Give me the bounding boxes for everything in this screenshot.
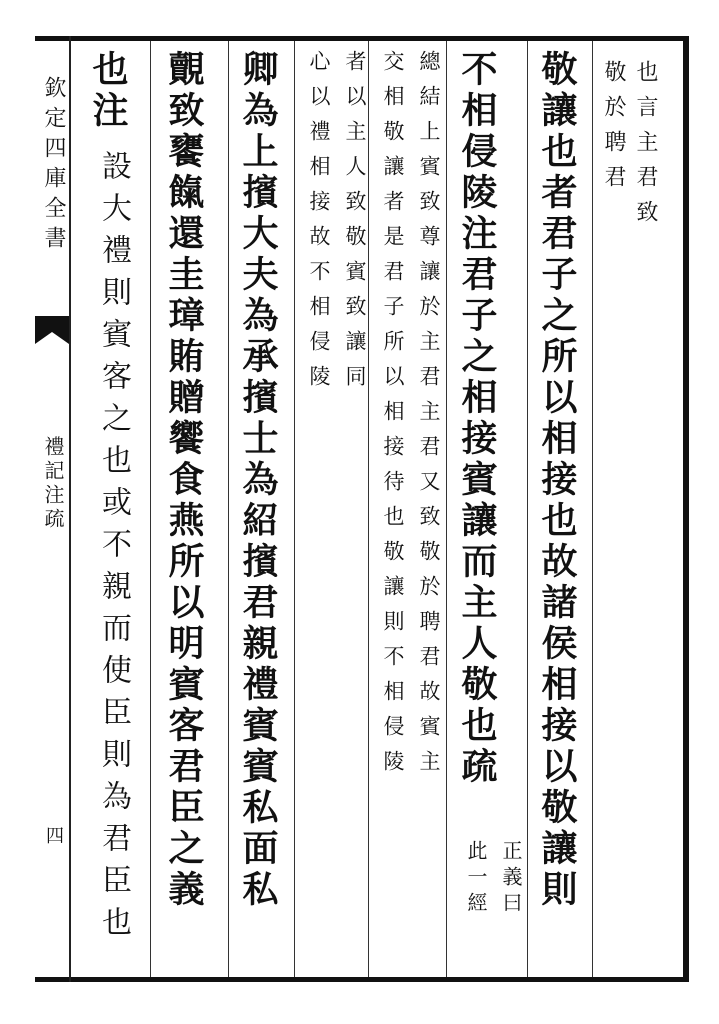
- note-column-9: 設大禮則賓客之也或不親而使臣則為君臣也: [96, 150, 131, 948]
- commentary-line: 交相敬讓者是君子所以相接待也敬讓則不相侵陵: [381, 50, 405, 785]
- commentary-line: 總結上賓致尊讓於主君主君又致敬於聘君故賓主: [417, 50, 441, 785]
- annotation-column-1: 也言主君致: [633, 60, 658, 235]
- column-rule: [294, 41, 295, 977]
- note-line-4b: 此一經: [464, 840, 488, 918]
- commentary-column-5: [372, 50, 444, 980]
- column-rule: [527, 41, 528, 977]
- main-text-column-8: 覿致饔餼還圭璋賄贈饗食燕所以明賓客君臣之義: [163, 50, 205, 911]
- section-title: 禮記注疏: [41, 436, 65, 532]
- main-text-column-3: 敬讓也者君子之所以相接也故諸侯相接以敬讓則: [536, 50, 578, 911]
- column-rule: [150, 41, 151, 977]
- main-text-column-9: 也注: [87, 50, 129, 132]
- column-rule: [592, 41, 593, 977]
- page-gutter: [35, 36, 71, 982]
- commentary-line: 者以主人致敬賓致讓同: [343, 50, 367, 400]
- note-line-4a: 正義曰: [499, 840, 523, 918]
- commentary-line: 心以禮相接故不相侵陵: [307, 50, 331, 400]
- page-number: 四: [43, 826, 64, 852]
- annotation-column-2: 敬於聘君: [601, 60, 626, 200]
- main-text-column-4: 不相侵陵注君子之相接賓讓而主人敬也疏: [456, 50, 498, 788]
- main-text-column-7: 卿為上擯大夫為承擯士為紹擯君親禮賓賓私面私: [237, 50, 279, 911]
- column-rule: [228, 41, 229, 977]
- book-title: 欽定四庫全書: [41, 76, 66, 256]
- fishtail-ornament-icon: [35, 316, 69, 348]
- column-rule: [446, 41, 447, 977]
